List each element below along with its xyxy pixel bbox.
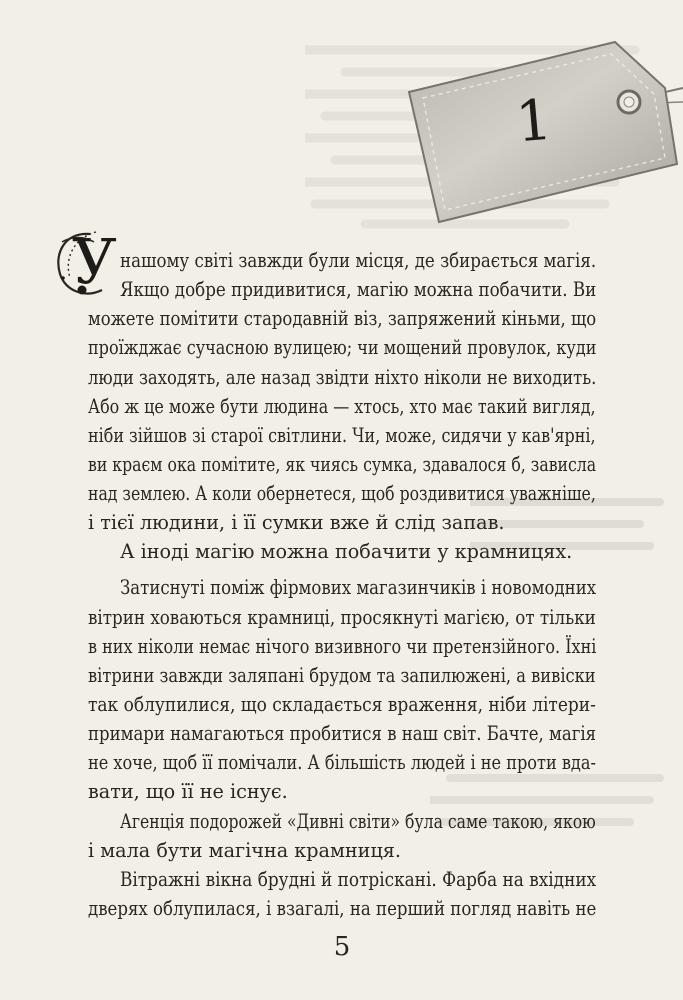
text-line: вітрини завжди заляпані брудом та запилюжені, а вивіски — [88, 664, 596, 687]
text-line: в них ніколи немає нічого визивного чи претензійного. Їхні — [88, 635, 597, 658]
drop-cap-letter: У — [72, 225, 117, 298]
text-line: ви краєм ока помітите, як чиясь сумка, здавалося б, зависла — [88, 453, 597, 476]
text-line: над землею. А коли обернетеся, щоб роздивитися уважніше, — [88, 482, 596, 505]
text-line: і мала бути магічна крамниця. — [88, 839, 401, 862]
text-line: нашому світі завжди були місця, де збирається магія. — [120, 249, 597, 272]
text-line: ніби зійшов зі старої світлини. Чи, може, сидячи у кав'ярні, — [88, 424, 596, 447]
text-line: Або ж це може бути людина — хтось, хто має такий вигляд, — [88, 395, 596, 418]
page-number: 5 — [333, 932, 351, 962]
text-line: примари намагаються пробитися в наш світ. Бачте, магія — [88, 722, 597, 745]
text-line: Агенція подорожей «Дивні світи» була саме такою, якою — [120, 810, 596, 833]
text-line: проїжджає сучасною вулицею; чи мощений провулок, куди — [88, 336, 597, 359]
drop-cap — [50, 225, 130, 300]
chapter-tag — [403, 36, 683, 226]
text-line: А іноді магію можна побачити у крамницях. — [120, 540, 573, 563]
text-line: можете помітити стародавній віз, запряжений кіньми, що — [88, 307, 597, 330]
text-line: люди заходять, але назад звідти ніхто ніколи не виходить. — [88, 366, 597, 389]
text-line: так облупилися, що складається враження, ніби літери- — [88, 693, 596, 716]
text-line: дверях облупилася, і взагалі, на перший погляд навіть не — [88, 897, 597, 920]
text-line: Вітражні вікна брудні й потріскані. Фарба на вхідних — [120, 868, 597, 891]
text-line: Якщо добре придивитися, магію можна побачити. Ви — [120, 278, 597, 301]
text-line: і тієї людини, і її сумки вже й слід запав. — [88, 511, 505, 534]
text-line: не хоче, щоб її помічали. А більшість людей і не проти вда- — [88, 751, 596, 774]
text-line: Затиснуті поміж фірмових магазинчиків і новомодних — [120, 576, 597, 599]
text-line: вати, що її не існує. — [88, 780, 288, 803]
text-line: вітрин ховаються крамниці, просякнуті магією, от тільки — [88, 606, 596, 629]
chapter-number: 1 — [513, 87, 555, 156]
